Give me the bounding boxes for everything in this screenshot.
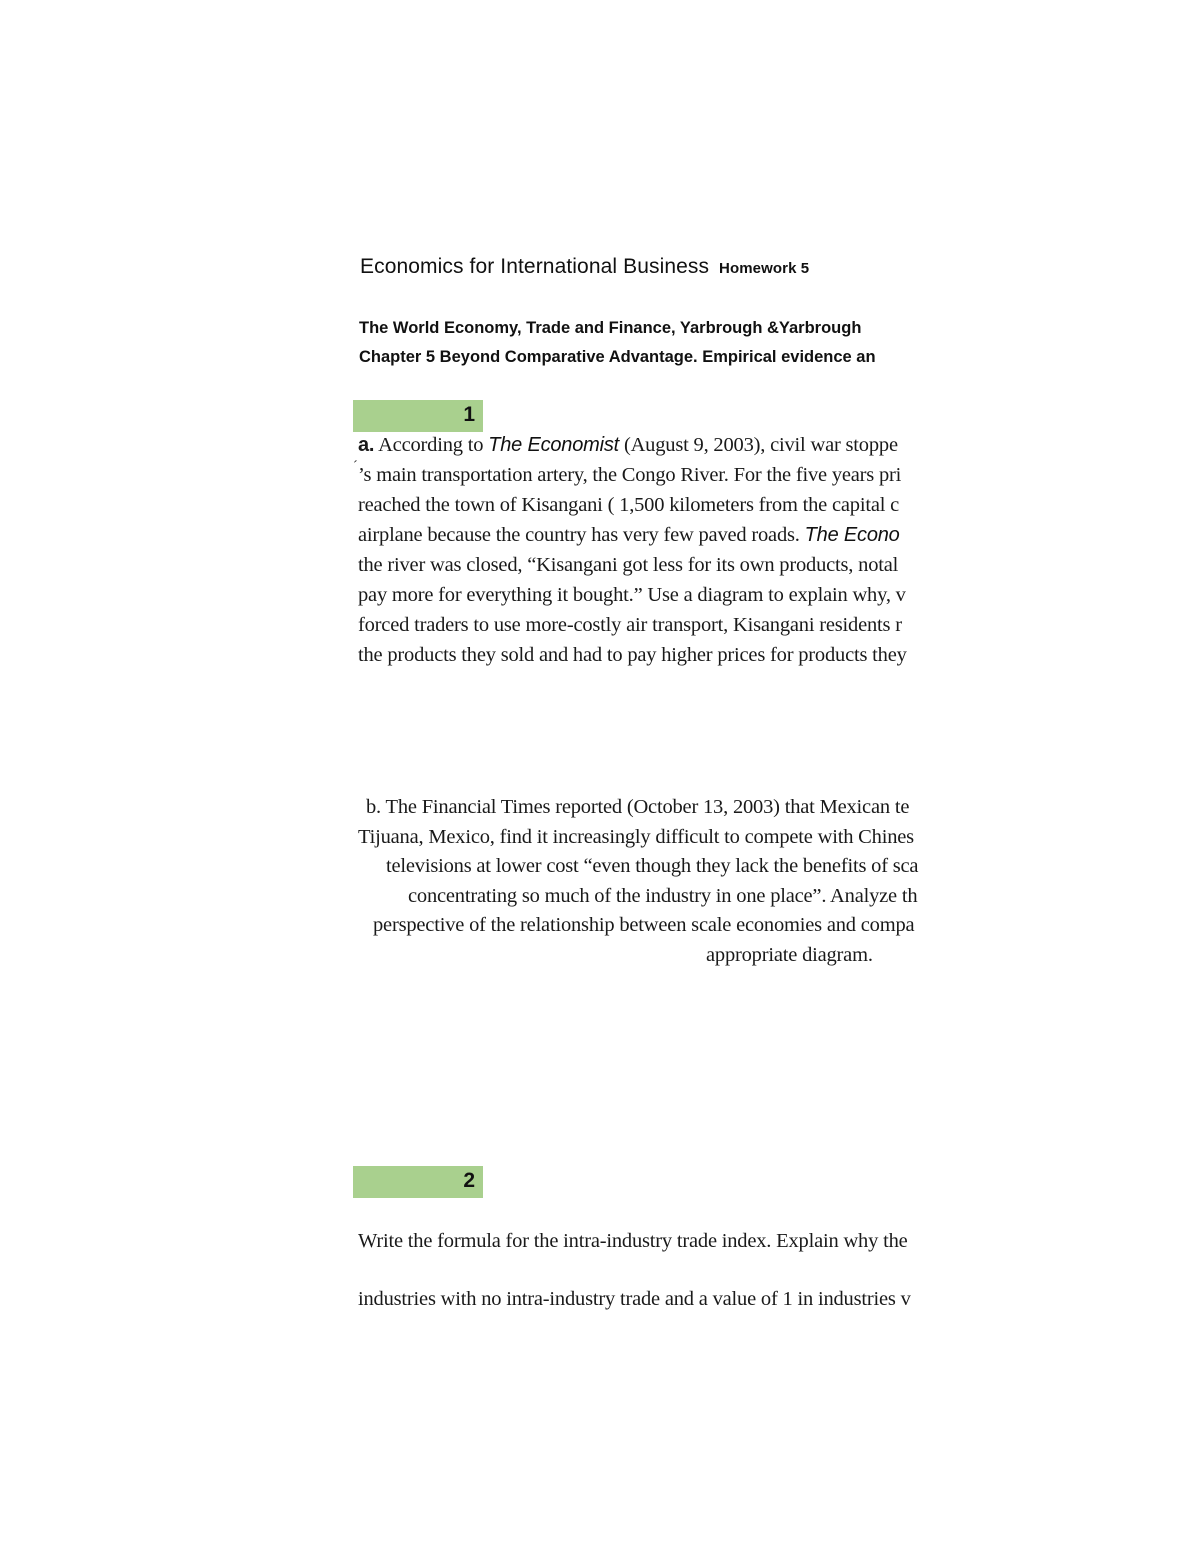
q1b-line-1: b. The Financial Times reported (October 13, 2003) that Mexican te	[366, 796, 910, 818]
q2-line-1: Write the formula for the intra-industry trade index. Explain why the	[358, 1230, 908, 1252]
q1a-line-1-text: According to	[378, 434, 484, 456]
document-title	[360, 255, 809, 279]
chapter-heading: Chapter 5 Beyond Comparative Advantage. Empirical evidence an	[359, 348, 876, 366]
q1a-line-5: the river was closed, “Kisangani got less for its own products, notal	[358, 554, 899, 576]
question-2-number-cell	[353, 1166, 483, 1198]
course-title: Economics for International Business	[360, 255, 710, 278]
q1b-line-5: perspective of the relationship between scale economies and compa	[373, 914, 915, 936]
q1b-line-6: appropriate diagram.	[706, 944, 873, 966]
q1a-line-1	[358, 434, 898, 457]
economist-title-2: The Econo	[804, 524, 900, 546]
q1a-line-2: ’s main transportation artery, the Congo River. For the five years pri	[358, 464, 902, 486]
q1a-line-6: pay more for everything it bought.” Use a diagram to explain why, v	[358, 584, 906, 606]
question-1-number: 1	[463, 403, 475, 426]
q1a-line-8: the products they sold and had to pay higher prices for products they	[358, 644, 907, 666]
q1a-line-4-text: airplane because the country has very few paved roads.	[358, 524, 800, 546]
apostrophe-mark: ´	[353, 459, 358, 474]
economist-title: The Economist	[488, 434, 620, 456]
q2-line-2: industries with no intra-industry trade and a value of 1 in industries v	[358, 1288, 911, 1310]
q1a-line-3: reached the town of Kisangani ( 1,500 kilometers from the capital c	[358, 494, 900, 516]
q1b-line-4: concentrating so much of the industry in one place”. Analyze th	[408, 885, 918, 907]
question-2-number: 2	[463, 1169, 475, 1192]
question-1-number-cell	[353, 400, 483, 432]
q1a-label: a.	[358, 434, 375, 456]
homework-label: Homework 5	[719, 260, 810, 277]
q1a-line-4	[358, 524, 900, 547]
q1b-line-3: televisions at lower cost “even though they lack the benefits of sca	[386, 855, 919, 877]
q1b-line-2: Tijuana, Mexico, find it increasingly difficult to compete with Chines	[358, 826, 914, 848]
q1a-line-7: forced traders to use more-costly air transport, Kisangani residents r	[358, 614, 902, 636]
q1a-line-1-rest: (August 9, 2003), civil war stoppe	[623, 434, 898, 456]
textbook-reference: The World Economy, Trade and Finance, Yarbrough &Yarbrough	[359, 319, 862, 337]
